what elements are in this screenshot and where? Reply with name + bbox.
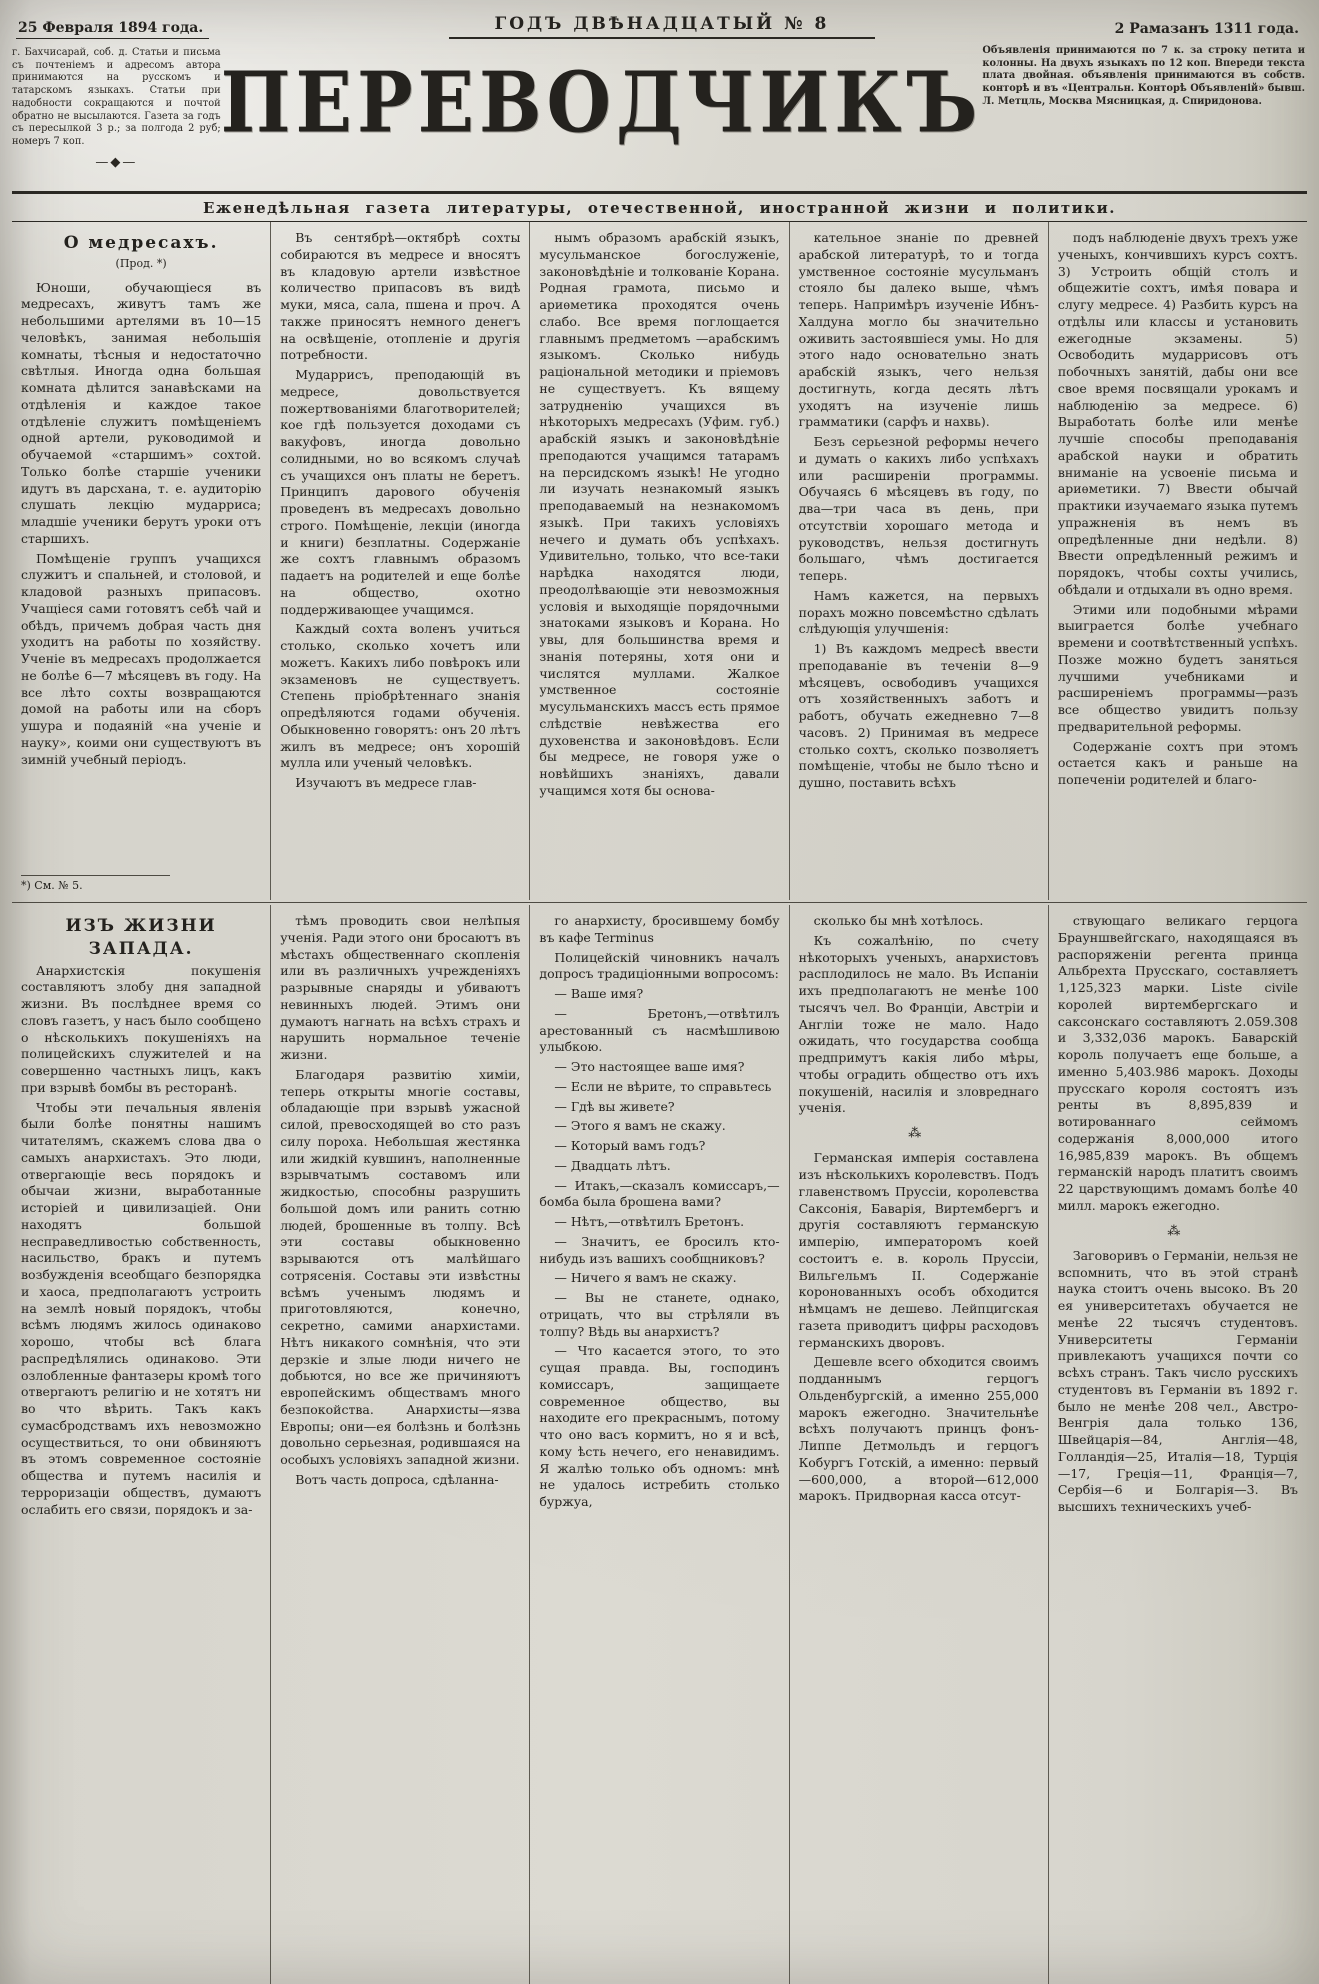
paragraph: — Если не вѣрите, то справьтесь bbox=[554, 1078, 772, 1094]
paragraph: — Что касается этого, то это сущая правда. Вы, господинъ комиссаръ, защищаете современное общество, вы находите его прекраснымъ, потому что оно васъ кормитъ, но я и всѣ, кому ѣсть нечего, его ненавидимъ. Я жалѣю только объ одномъ: мнѣ не удалось истребить столько буржуа, bbox=[539, 1343, 780, 1509]
paragraph: — Итакъ,—сказалъ комиссаръ,—бомба была брошена вами? bbox=[539, 1177, 780, 1210]
paragraph: го анархисту, бросившему бомбу въ кафе Terminus bbox=[539, 913, 780, 945]
column-text bbox=[280, 913, 520, 1492]
paragraph: — Бретонъ,—отвѣтилъ арестованный съ насмѣшливою улыбкою. bbox=[539, 1005, 780, 1055]
paragraph: Заговоривъ о Германіи, нельзя не вспомнить, что въ этой странѣ наука стоитъ очень высоко. Въ 20 ея университетахъ обучается не менѣе 22 тысячъ студентовъ. Университеты Германіи привлекаютъ учащихся почти со всѣхъ странъ. Такъ число русскихъ студентовъ въ Германіи въ 1892 г. было не менѣе 208 чел., Австро-Венгрія дала только 136, Швейцарія—84, Англія—48, Голландія—25, Италія—18, Турція—17, Греція—11, Франція—7, Сербія—6 и Болгарія—3. Въ высшихъ техническихъ учеб- bbox=[1057, 1247, 1299, 1515]
paragraph: подъ наблюденіе двухъ трехъ уже ученыхъ, кончившихъ курсъ сохтъ. 3) Устроить общій столъ и общежитіе сохтъ, имѣя повара и слугу медресе. 4) Разбить курсъ на отдѣлы или классы и установить ежегодные экзамены. 5) Освободить мударрисовъ отъ побочныхъ занятій, дабы они все свое время посвящали урокамъ и наблюденію за медресе. 6) Выработать болѣе или менѣе лучшіе способы преподаванія арабской науки и обратить вниманіе на усвоеніе письма и ариѳметики. 7) Ввести обычай практики изучаемаго языка путемъ упражненія въ немъ въ опредѣленные дни недѣли. 8) Ввести опредѣленный режимъ и порядокъ, чтобы сохты учились, обѣдали и отдыхали въ одно время. bbox=[1057, 230, 1299, 597]
paragraph: сколько бы мнѣ хотѣлось. bbox=[813, 913, 984, 928]
paragraph: — Ничего я вамъ не скажу. bbox=[554, 1270, 737, 1286]
column-text bbox=[1058, 230, 1298, 792]
paragraph: ствующаго великаго герцога Брауншвейгскаго, находящаяся въ распоряженіи регента принца Альбрехта Прусскаго, составляетъ 1,125,323 марки. Liste civile королей виртембергскаго и саксонскаго составляютъ 2.059.308 и 3,332,036 марокъ. Баварскій король получаетъ еще больше, а именно 5,403.986 марокъ. Доходы прусскаго короля состоятъ изъ ренты въ 8,895,839 и вотированнаго сеймомъ содержанія 8,000,000 итого 16,985,839 марокъ. Въ общемъ германскій народъ платитъ своимъ 22 царствующимъ домамъ болѣе 40 милл. марокъ ежегодно. bbox=[1057, 913, 1299, 1213]
article-column-1 bbox=[12, 905, 270, 1984]
paragraph: Каждый сохта воленъ учиться столько, сколько хочетъ или можетъ. Какихъ либо повѣрокъ или экзаменовъ не существуетъ. Степень пріобрѣтеннаго знанія опредѣляются годами обученія. Обыкновенно говорятъ: онъ 20 лѣтъ жилъ въ медресе; онъ хорошій мулла или ученый человѣкъ. bbox=[280, 621, 521, 771]
paragraph: — Этого я вамъ не скажу. bbox=[554, 1118, 726, 1134]
paragraph: тѣмъ проводить свои нелѣпыя ученія. Ради этого они бросаютъ въ мѣстахъ общественнаго скопленія или въ различныхъ учрежденіяхъ разрывные снаряды и убиваютъ невинныхъ людей. Этимъ они думаютъ нагнать на всѣхъ страхъ и нарушить нормальное теченіе жизни. bbox=[280, 913, 521, 1062]
paragraph: Дешевле всего обходится своимъ подданнымъ герцогъ Ольденбургскій, а именно 255,000 марокъ ежегодно. Значительнѣе всѣхъ получаютъ принцъ фонъ-Липпе Детмольдъ и герцогъ Кобургъ Готскій, а именно: первый —600,000, а второй—612,000 марокъ. Придворная касса отсут- bbox=[798, 1354, 1039, 1504]
gregorian-date: 25 Февраля 1894 года. bbox=[16, 20, 209, 39]
newspaper-subtitle: Еженедѣльная газета литературы, отечественной, иностранной жизни и политики. bbox=[203, 199, 1116, 217]
paragraph: — Двадцать лѣтъ. bbox=[554, 1157, 671, 1173]
paragraph: Въ сентябрѣ—октябрѣ сохты собираются въ медресе и вносятъ въ кладовую артели извѣстное количество припасовъ въ видѣ муки, мяса, сала, пшена и проч. А также приносятъ немного денегъ на освѣщеніе, отопленіе и другія потребности. bbox=[280, 230, 521, 363]
subscription-notice bbox=[12, 43, 221, 172]
paragraph: Этими или подобными мѣрами выиграется болѣе учебнаго времени и соотвѣтственный успѣхъ. Позже можно будетъ заняться лучшими учебниками и расширеніемъ программы—разъ все общество увидитъ пользу предварительной реформы. bbox=[1057, 601, 1299, 734]
column-text bbox=[280, 230, 520, 795]
paragraph: Чтобы эти печальныя явленія были болѣе понятны нашимъ читателямъ, скажемъ слова два о самыхъ анархистахъ. Это люди, отвергающіе весь порядокъ и обычаи жизни, выработанные исторіей и цивилизаціей. Они находятъ большой несправедливостью собственность, насильство, бракъ и путемъ возбужденія всеобщаго безпорядка и хаоса, предполагаютъ устроить на землѣ новый порядокъ, чтобы всѣмъ людямъ жилось одинаково хорошо, чтобы всѣ блага распредѣлялись одинаково. Эти озлобленные фантазеры кромѣ того отвергаютъ религію и не хотятъ ни во что вѣрить. Такъ какъ сумасбродствамъ ихъ невозможно осуществиться, то они обвиняютъ въ этомъ современное состояніе общества и путемъ насилія и терроризаціи обществъ, думаютъ ослабить его связи, порядокъ и за- bbox=[21, 1099, 262, 1517]
paragraph: — Значитъ, ее бросилъ кто-нибудь изъ вашихъ сообщниковъ? bbox=[539, 1233, 780, 1266]
article-column-2 bbox=[270, 905, 529, 1984]
paragraph: кательное знаніе по древней арабской литературѣ, то и тогда умственное состояніе мусульманъ стояло бы далеко выше, чѣмъ теперь. Напримѣръ изученіе Ибнъ-Халдуна могло бы значительно оживить застоявшіеся умы. Но для этого надо основательно знать арабскій языкъ, чего нельзя достигнуть, когда десять лѣтъ уходятъ на изученіе лишь грамматики (сарфъ и нахвь). bbox=[798, 230, 1039, 430]
article-title: О медресахъ. bbox=[63, 233, 219, 253]
paragraph: — Ваше имя? bbox=[554, 986, 644, 1001]
paragraph: Полицейскій чиновникъ началъ допросъ традиціонными вопросомъ: bbox=[539, 949, 780, 982]
column-text bbox=[799, 913, 1039, 1508]
paragraph: Благодаря развитію химіи, теперь открыты многіе составы, обладающіе при взрывѣ ужасной силой, превосходящей во сто разъ силу пороха. Небольшая жестянка или жидкій кувшинъ, наполненные взрывчатымъ составомъ или жидкостью, способны разрушить большой домъ или ранить сотню людей, брошенные въ толпу. Всѣ эти составы обыкновенно взрываются отъ малѣйшаго сотрясенія. Составы эти извѣстны всѣмъ ученымъ людямъ и приготовляются, конечно, секретно, самими анархистами. Нѣтъ никакого сомнѣнія, что эти дерзкіе и злые люди ничего не добьются, но все же причиняютъ европейскимъ обществамъ много безпокойства. Анархисты—язва Европы; они—ея болѣзнь и болѣзнь довольно серьезная, родившаяся на особыхъ условіяхъ западной жизни. bbox=[280, 1066, 521, 1467]
column-text bbox=[539, 230, 779, 803]
star-separator: ⁂ bbox=[908, 1126, 930, 1141]
paragraph: — Нѣтъ,—отвѣтилъ Бретонъ. bbox=[554, 1214, 745, 1229]
article-continuation-note: (Прод. *) bbox=[115, 256, 167, 270]
column-text bbox=[21, 963, 261, 1522]
article-column-5 bbox=[1048, 905, 1307, 1984]
column-text bbox=[1058, 913, 1298, 1519]
paragraph: — Гдѣ вы живете? bbox=[554, 1098, 675, 1114]
article-column-1 bbox=[12, 222, 270, 900]
paragraph: Помѣщеніе группъ учащихся служитъ и спальней, и столовой, и кладовой разныхъ припасовъ. Учащіеся сами готовятъ себѣ чай и обѣдъ, причемъ добрая часть дня уходитъ на работы по хозяйству. Ученіе въ медресахъ продолжается не болѣе 6—7 мѣсяцевъ въ году. На все лѣто сохты возвращаются домой на работы или на сборъ ушура и подаяній «на ученіе и науку», коими они существуютъ въ зимній учебный періодъ. bbox=[21, 550, 262, 767]
advertising-notice-text: Объявленія принимаются по 7 к. за строку петита и колонны. На двухъ языкахъ по 12 коп. Впереди текста плата двойная. объявленія принимаются въ собств. конторѣ и въ «Центральн. Конторѣ Объявленій» бывш. Л. Метцль, Москва Мясницкая, д. Спиридонова. bbox=[982, 45, 1305, 107]
footnote: *) См. № 5. bbox=[21, 875, 170, 894]
paragraph: Вотъ часть допроса, сдѣланна- bbox=[295, 1471, 499, 1487]
column-text bbox=[539, 913, 779, 1514]
paragraph: Намъ кажется, на первыхъ порахъ можно повсемѣстно сдѣлать слѣдующія улучшенія: bbox=[798, 587, 1039, 637]
section-divider bbox=[12, 902, 1307, 903]
masthead bbox=[0, 39, 1319, 189]
article-column-5 bbox=[1048, 222, 1307, 900]
star-separator: ⁂ bbox=[1167, 1223, 1189, 1239]
paragraph: 1) Въ каждомъ медресѣ ввести преподаваніе въ теченіи 8—9 мѣсяцевъ, освободивъ учащихся отъ хозяйственныхъ заботъ и работъ, обучать ежедневно 7—8 часовъ. 2) Принимая въ медресе столько сохтъ, сколько позволяетъ помѣщеніе, чтобы не было тѣсно и душно, поставить всѣхъ bbox=[798, 641, 1039, 790]
article-column-4 bbox=[789, 905, 1048, 1984]
diamond-decoration: —◆— bbox=[95, 154, 138, 170]
paragraph: — Вы не станете, однако, отрицать, что вы стрѣляли въ толпу? Вѣдь вы анархистъ? bbox=[539, 1290, 780, 1339]
subtitle-bar bbox=[12, 191, 1307, 222]
article-medrese-section bbox=[0, 222, 1319, 900]
hijri-date: 2 Рамазанъ 1311 года. bbox=[1114, 21, 1299, 37]
paragraph: Изучаютъ въ медресе глав- bbox=[295, 775, 477, 790]
paragraph: — Который вамъ годъ? bbox=[554, 1138, 706, 1153]
issue-number-line: ГОДЪ ДВѢНАДЦАТЫЙ № 8 bbox=[449, 14, 876, 39]
paragraph: Юноши, обучающіеся въ медресахъ, живутъ тамъ же небольшими артелями въ 10—15 человѣкъ, занимая небольшія комнаты, тѣсныя и недостаточно свѣтлыя. Иногда одна большая комната дѣлится занавѣсками на отдѣленія и каждое такое отдѣленіе служитъ помѣщеніемъ одной артели, руководимой и обучаемой «старшимъ» сохтой. Только болѣе старшіе ученики идутъ въ дарсхана, т. е. аудиторію слушать лекцію мударриса; младшіе ученики берутъ уроки отъ старшихъ. bbox=[21, 279, 262, 546]
paragraph: Мударрисъ, преподающій въ медресе, довольствуется пожертвованіями благотворителей; кое гдѣ пользуется доходами съ вакуфовъ, иногда довольно солидными, но во всякомъ случаѣ съ учащихся онъ платы не беретъ. Принципъ дарового обученія проведенъ въ медресахъ довольно строго. Помѣщеніе, лекціи (иногда и книги) безплатны. Содержаніе же сохтъ главнымъ образомъ падаетъ на родителей и еще болѣе на общество, охотно поддерживающее учащимся. bbox=[280, 367, 521, 617]
article-column-2 bbox=[270, 222, 529, 900]
article-column-3 bbox=[529, 905, 788, 1984]
paragraph: Германская имперія составлена изъ нѣсколькихъ королевствъ. Подъ главенствомъ Пруссіи, королевства Саксонія, Баварія, Виртембергъ и другія составляютъ германскую имперію, императоромъ коей состоитъ е. в. король Пруссіи, Вильгельмъ II. Содержаніе коронованныхъ особъ обходится нѣмцамъ не дешево. Лейпцигская газета приводитъ цифры расходовъ германскихъ дворовъ. bbox=[798, 1150, 1039, 1350]
advertising-notice bbox=[982, 43, 1305, 109]
newspaper-title: ПЕРЕВОДЧИКЪ bbox=[220, 55, 983, 152]
article-column-4 bbox=[789, 222, 1048, 900]
article-title: ИЗЪ ЖИЗНИ ЗАПАДА. bbox=[65, 916, 217, 959]
subscription-notice-text: г. Бахчисарай, соб. д. Статьи и письма съ почтеніемъ и адресомъ автора принимаются на русскомъ и татарскомъ языкахъ. Статьи при надобности сокращаются и почтой обратно не высылаются. Газета за годъ съ пересылкой 3 р.; за полгода 2 руб; номеръ 7 коп. bbox=[12, 47, 221, 148]
paragraph: Къ сожалѣнію, по счету нѣкоторыхъ ученыхъ, анархистовъ расплодилось не мало. Въ Испаніи ихъ предполагаютъ не менѣе 100 тысячъ чел. Во Франціи, Австріи и Англіи тоже не мало. Надо ожидать, что государства сообща предпримутъ какія либо мѣры, чтобы оградить общество отъ ихъ покушеній, насилія и зловреднаго ученія. bbox=[798, 932, 1039, 1116]
paragraph: Анархистскія покушенія составляютъ злобу дня западной жизни. Въ послѣднее время со словъ газетъ, у насъ было сообщено о нѣсколькихъ покушеніяхъ на полицейскихъ служителей и на совершенно частныхъ лицъ, какъ при взрывѣ бомбы въ ресторанѣ. bbox=[21, 962, 262, 1095]
paragraph: Содержаніе сохтъ при этомъ остается какъ и раньше на попеченіи родителей и благо- bbox=[1057, 738, 1299, 787]
paragraph: — Это настоящее ваше имя? bbox=[554, 1059, 745, 1074]
column-text bbox=[799, 230, 1039, 795]
column-text bbox=[21, 280, 261, 772]
paragraph: нымъ образомъ арабскій языкъ, мусульманское богослуженіе, законовѣдѣніе и толкованіе Корана. Родная грамота, письмо и ариѳметика проходятся очень слабо. Все время поглощается главнымъ предметомъ —арабскимъ языкомъ. Сколько нибудь раціональной методики и пріемовъ не существуетъ. Къ вящему затрудненію учащихся въ нѣкоторыхъ медресахъ (Уфим. губ.) арабскій языкъ и законовѣдѣніе преподаются учащимся татарамъ на персидскомъ языкѣ! Не угодно ли изучать незнакомый языкъ преподаваемый на незнакомомъ языкѣ. При такихъ условіяхъ нечего и думать объ успѣхахъ. Удивительно, только, что все-таки нарѣдка находятся люди, преодолѣвающіе эти невозможныя условія и выходящіе порядочными знатоками языковъ и Корана. Но увы, для большинства время и знанія потеряны, хотя они и числятся муллами. Жалкое умственное состояніе мусульманскихъ массъ есть прямое слѣдствіе невѣжества его духовенства и законовѣдовъ. Если бы медресе, не говоря уже о новѣйшихъ знаніяхъ, давали учащимся хотя бы основа- bbox=[539, 230, 780, 798]
top-header-row bbox=[0, 6, 1319, 39]
article-column-3 bbox=[529, 222, 788, 900]
paragraph: Безъ серьезной реформы нечего и думать о какихъ либо успѣхахъ или расширеніи программы. Обучаясь 6 мѣсяцевъ въ году, по два—три часа въ день, при отсутствіи хорошаго метода и руководствъ, нельзя достигнуть большаго, чѣмъ достигается теперь. bbox=[798, 434, 1039, 583]
article-west-section bbox=[0, 905, 1319, 1984]
